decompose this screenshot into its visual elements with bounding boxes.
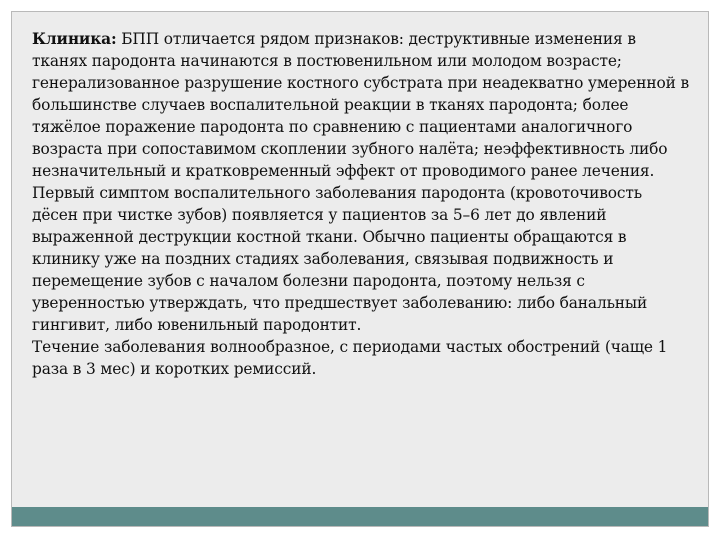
clinic-term: Клиника: — [32, 30, 117, 48]
course-paragraph: Течение заболевания волнообразное, с периодами частых обострений (чаще 1 раза в 3 мес) и коротких ремиссий. — [32, 338, 668, 378]
slide-frame — [11, 11, 709, 527]
footer-bar — [12, 507, 708, 526]
slide-text-block — [32, 28, 692, 380]
clinic-paragraph — [32, 28, 692, 336]
clinic-paragraph-text: БПП отличается рядом признаков: деструктивные изменения в тканях пародонта начинаются в постювенильном или молодом возрасте; генерализованное разрушение костного субстрата при неадекватно умеренной в большинстве случаев воспалительной реакции в тканях пародонта; более тяжёлое поражение пародонта по сравнению с пациентами аналогичного возраста при сопоставимом скоплении зубного налёта; неэффективность либо незначительный и кратковременный эффект от проводимого ранее лечения. Первый симптом воспалительного заболевания пародонта (кровоточивость дёсен при чистке зубов) появляется у пациентов за 5–6 лет до явлений выраженной деструкции костной ткани. Обычно пациенты обращаются в клинику уже на поздних стадиях заболевания, связывая подвижность и перемещение зубов с началом болезни пародонта, поэтому нельзя с уверенностью утверждать, что предшествует заболеванию: либо банальный гингивит, либо ювенильный пародонтит. — [32, 30, 689, 334]
